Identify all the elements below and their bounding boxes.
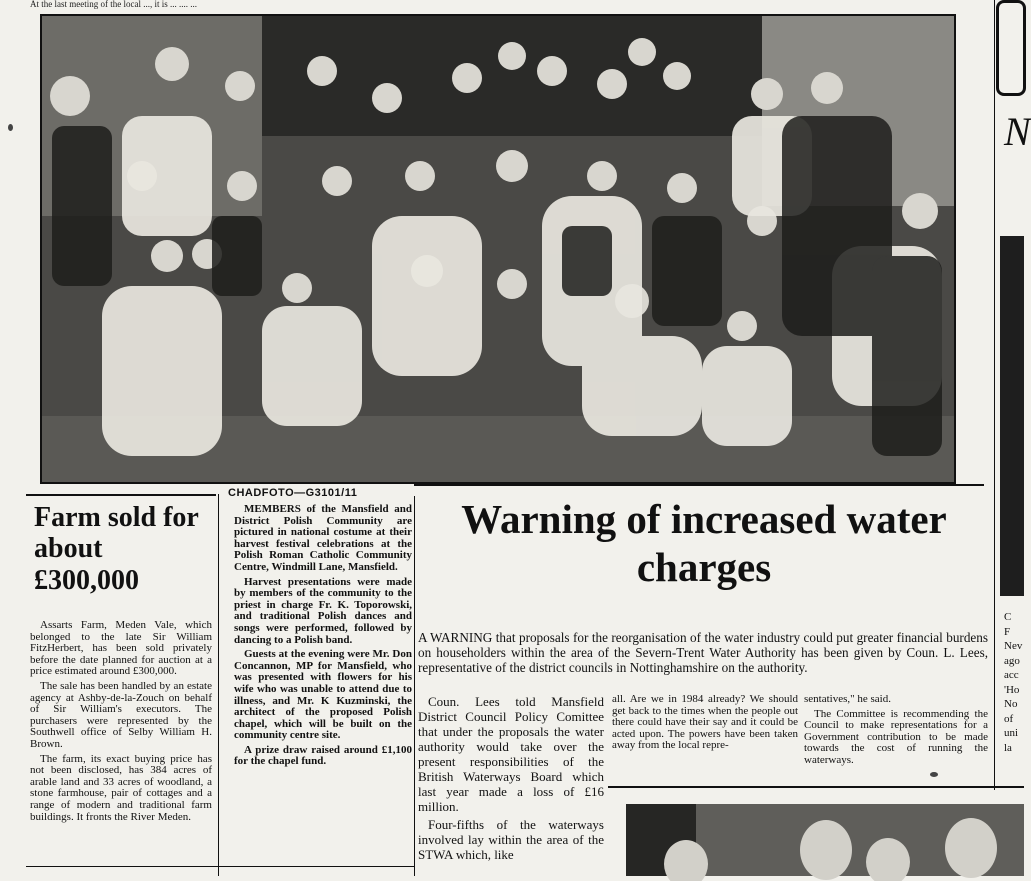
- farm-headline: Farm sold for about £300,000: [34, 502, 199, 596]
- adjacent-line: uni: [1004, 727, 1019, 739]
- adjacent-line: No: [1004, 698, 1018, 710]
- adjacent-line: F: [1004, 625, 1011, 638]
- photo-credit: CHADFOTO—G3101/11: [228, 487, 358, 499]
- caption-paragraph: A prize draw raised around £1,100 for the chapel fund.: [234, 743, 412, 768]
- water-column-3: [804, 694, 988, 770]
- column-rule: [218, 494, 219, 876]
- water-paragraph: Four-fifths of the waterways involved lay within the area of the STWA which, like: [418, 817, 604, 862]
- column-rule: [994, 0, 995, 790]
- column-rule: [414, 496, 415, 876]
- divider-rule: [26, 494, 216, 496]
- adjacent-line: C: [1004, 611, 1012, 623]
- group-photo-illustration: [42, 16, 954, 482]
- divider-rule: [414, 484, 984, 486]
- water-lead: A WARNING that proposals for the reorganisation of the water industry could put greater financial burdens on householders within the area of the Severn-Trent Water Authority has been given by Coun. L. Lees, representative of the district councils in Nottinghamshire on the authority.: [418, 630, 988, 675]
- farm-paragraph: The sale has been handled by an estate agency at Ashby-de-la-Zouch on behalf of Sir William's executors. The purchasers were represented by the Southwell office of Selby William H. Brown.: [30, 679, 212, 750]
- adjacent-box-border: [996, 0, 1026, 96]
- divider-rule: [608, 786, 1024, 788]
- divider-rule: [26, 866, 414, 867]
- caption-paragraph: Guests at the evening were Mr. Don Concannon, MP for Mansfield, who was presented with flowers for his wife who was unable to attend due to illness, and Mr. K Kuzminski, the architect of the proposed Polish chapel, which will be built on the community centre site.: [234, 648, 412, 742]
- adjacent-line: ago: [1004, 654, 1020, 667]
- farm-article-body: [30, 620, 212, 826]
- bottom-photo: [626, 804, 1024, 876]
- photo-caption: [234, 504, 412, 771]
- adjacent-line: la: [1004, 741, 1012, 754]
- adjacent-column: [1000, 0, 1031, 876]
- adjacent-photo: [1000, 236, 1024, 596]
- farm-paragraph: The farm, its exact buying price has not been disclosed, has 384 acres of arable land and 33 acres of woodland, a stone farmhouse, pair of cottages and a range of modern and traditional farm buildings. It fronts the River Meden.: [30, 752, 212, 823]
- adjacent-line: acc: [1004, 669, 1019, 681]
- ink-speck: [8, 124, 13, 131]
- adjacent-letter: N: [1004, 109, 1031, 154]
- water-paragraph: The Committee is recommending the Council to make representations for a Government contribution to be made towards the cost of running the waterways.: [804, 707, 988, 766]
- farm-paragraph: Assarts Farm, Meden Vale, which belonged to the late Sir William FitzHerbert, has been sold privately before the date planned for auction at a price estimated around £300,000.: [30, 619, 212, 678]
- water-paragraph: all. Are we in 1984 already? We should get back to the times when the people out there could have their say and it could be acted upon. The powers have been taken away from the local repre-: [612, 693, 798, 752]
- adjacent-text: [1004, 610, 1022, 755]
- adjacent-line: Nev: [1004, 640, 1023, 652]
- adjacent-line: 'Ho: [1004, 683, 1020, 696]
- ink-speck: [930, 772, 938, 777]
- caption-paragraph: Harvest presentations were made by members of the community to the priest in charge Fr. K. Toporowski, and traditional Polish dances and songs were performed, followed by dancing to a Polish band.: [234, 575, 412, 646]
- water-headline: Warning of increased water charges: [461, 496, 947, 590]
- water-column-1: [418, 694, 604, 865]
- group-photo: [40, 14, 956, 484]
- adjacent-line: of: [1004, 712, 1014, 725]
- top-strip-text: At the last meeting of the local ..., it is ... .... ...: [30, 0, 197, 9]
- caption-paragraph: MEMBERS of the Mansfield and District Polish Community are pictured in national costume at their harvest festival celebrations at the Polish Roman Catholic Community Centre, Windmill Lane, Mansfield.: [234, 503, 412, 573]
- water-column-2: [612, 694, 798, 755]
- water-paragraph: sentatives," he said.: [804, 693, 891, 705]
- water-paragraph: Coun. Lees told Mansfield District Council Policy Comittee that under the proposals the water authority would take over the present responsibilities of the British Waterways Board which last year made a loss of £16 million.: [418, 694, 604, 814]
- bottom-photo-illustration: [626, 804, 1024, 876]
